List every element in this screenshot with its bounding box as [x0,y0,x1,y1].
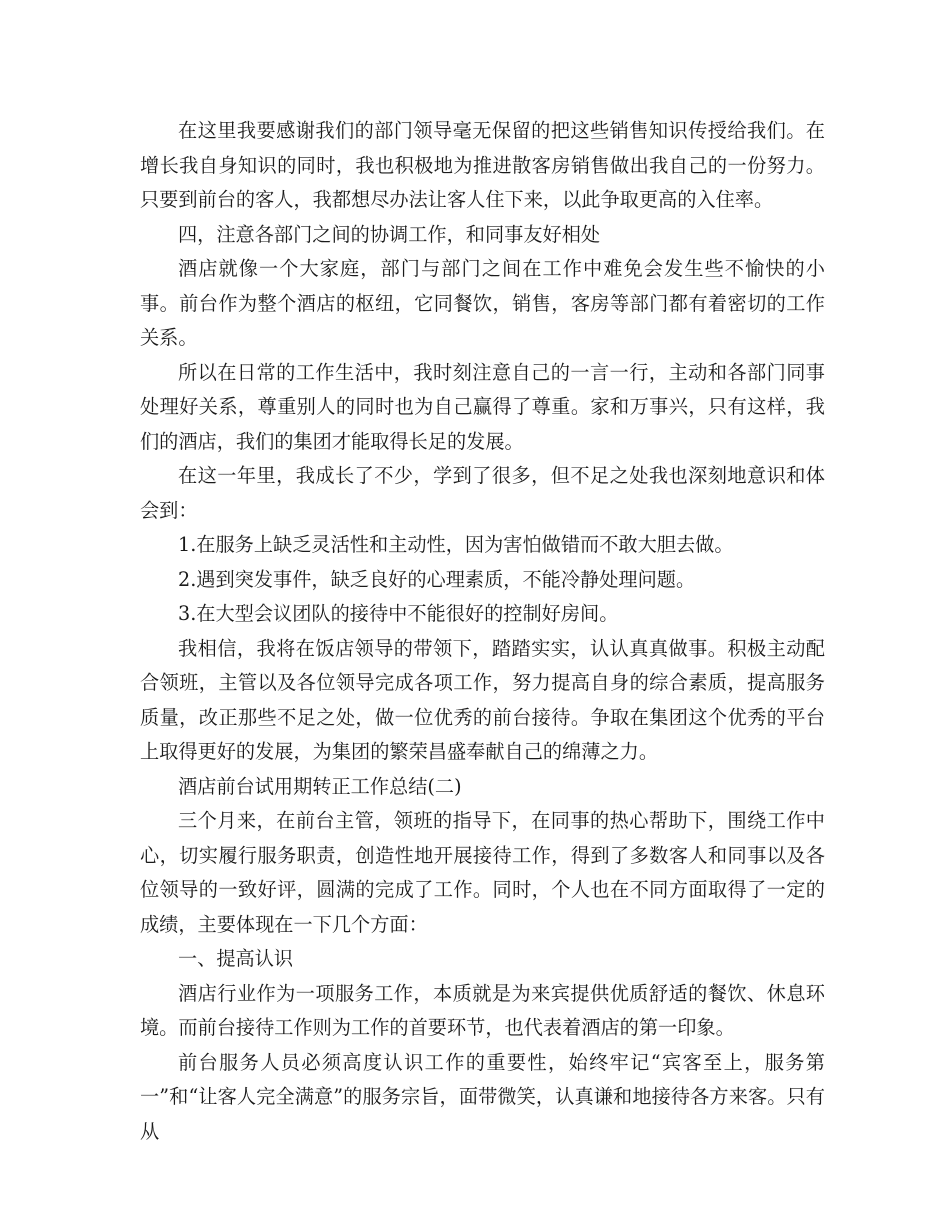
paragraph: 酒店就像一个大家庭，部门与部门之间在工作中难免会发生些不愉快的小事。前台作为整个酒店的枢纽，它同餐饮，销售，客房等部门都有着密切的工作关系。 [140,257,825,349]
list-item: 3.在大型会议团队的接待中不能很好的控制好房间。 [178,602,619,625]
list-item: 2.遇到突发事件，缺乏良好的心理素质，不能冷静处理问题。 [178,567,696,591]
paragraph: 三个月来，在前台主管，领班的指导下，在同事的热心帮助下，围绕工作中心，切实履行服务职责，创造性地开展接待工作，得到了多数客人和同事以及各位领导的一致好评，圆满的完成了工作。同时，个人也在不同方面取得了一定的成绩，主要体现在一下几个方面： [140,809,825,936]
paragraph: 所以在日常的工作生活中，我时刻注意自己的一言一行，主动和各部门同事处理好关系，尊重别人的同时也为自己赢得了尊重。家和万事兴，只有这样，我们的酒店，我们的集团才能取得长足的发展。 [140,360,825,453]
document-subtitle: 酒店前台试用期转正工作总结(二) [178,774,462,798]
paragraph: 在这一年里，我成长了不少，学到了很多，但不足之处我也深刻地意识和体会到： [140,464,825,522]
section-heading: 四，注意各部门之间的协调工作，和同事友好相处 [178,222,601,246]
list-item: 1.在服务上缺乏灵活性和主动性，因为害怕做错而不敢大胆去做。 [178,533,734,556]
paragraph: 前台服务人员必须高度认识工作的重要性，始终牢记“宾客至上，服务第一”和“让客人完全满意”的服务宗旨，面带微笑，认真谦和地接待各方来客。只有从 [140,1050,825,1143]
paragraph: 在这里我要感谢我们的部门领导毫无保留的把这些销售知识传授给我们。在增长我自身知识的同时，我也积极地为推进散客房销售做出我自己的一份努力。只要到前台的客人，我都想尽办法让客人住下来，以此争取更高的入住率。 [140,119,825,211]
paragraph: 酒店行业作为一项服务工作，本质就是为来宾提供优质舒适的餐饮、休息环境。而前台接待工作则为工作的首要环节，也代表着酒店的第一印象。 [140,981,825,1039]
paragraph: 我相信，我将在饭店领导的带领下，踏踏实实，认认真真做事。积极主动配合领班，主管以及各位领导完成各项工作，努力提高自身的综合素质，提高服务质量，改正那些不足之处，做一位优秀的前台接待。争取在集团这个优秀的平台上取得更好的发展，为集团的繁荣昌盛奉献自己的绵薄之力。 [140,636,825,763]
document-body [140,114,825,1149]
section-heading: 一、提高认识 [178,947,294,970]
